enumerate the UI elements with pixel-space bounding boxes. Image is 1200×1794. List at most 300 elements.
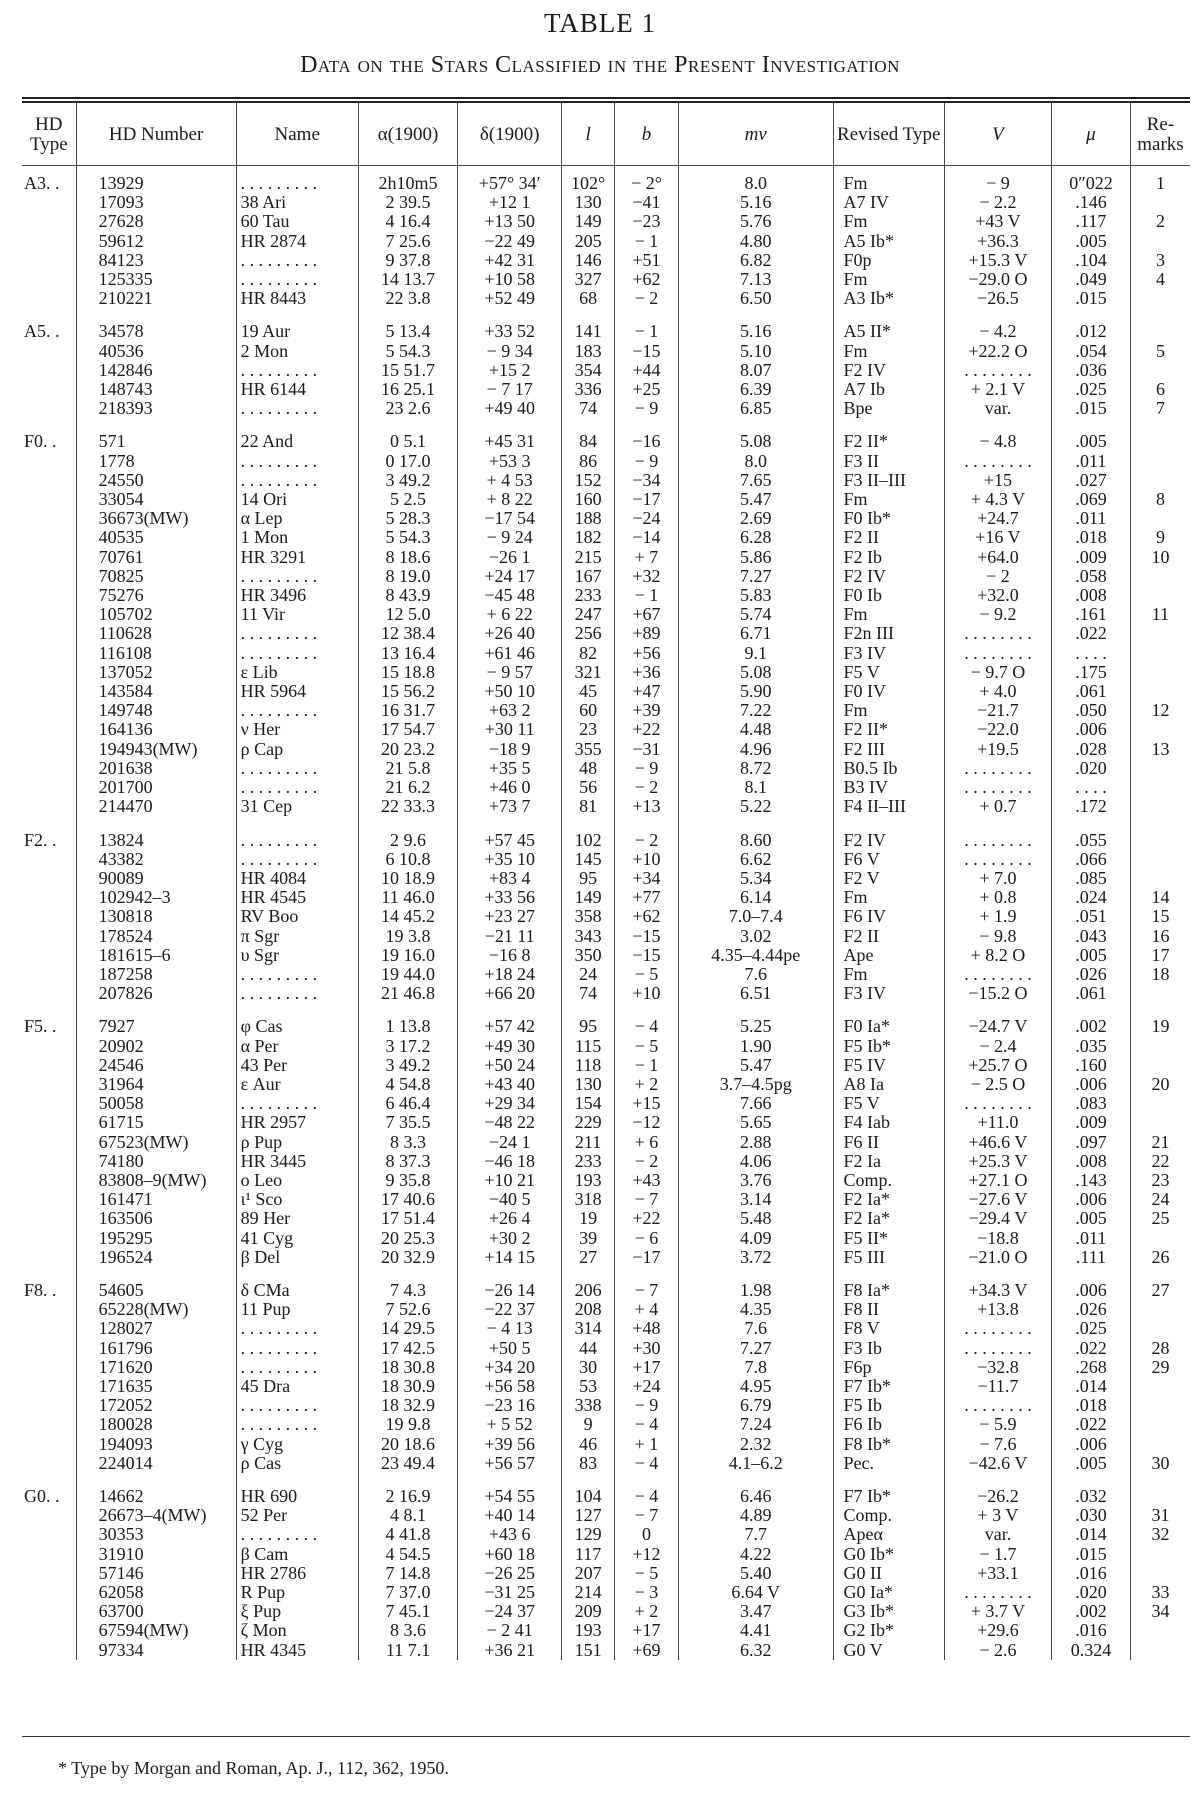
mu-value: .146 [1051,193,1130,212]
mu-value: .061 [1051,984,1130,1003]
velocity-value: +43 V [944,212,1051,231]
ra-value: 4 16.4 [358,212,457,231]
b-value: −12 [615,1113,679,1132]
l-value: 355 [562,740,615,759]
remark-number: 5 [1130,342,1190,361]
remark-number [1130,586,1190,605]
b-value: + 4 [615,1300,679,1319]
mv-value: 4.89 [678,1506,833,1525]
hd-number: 164136 [76,720,236,739]
mv-value: 5.65 [678,1113,833,1132]
mu-value: .016 [1051,1564,1130,1583]
hd-type [22,907,76,926]
dec-value: −22 37 [458,1300,562,1319]
mu-value: .011 [1051,452,1130,471]
mv-value: 4.22 [678,1545,833,1564]
dec-value: +49 30 [458,1037,562,1056]
ra-value: 22 3.8 [358,289,457,308]
hd-number: 105702 [76,605,236,624]
l-value: 95 [562,1017,615,1036]
remark-number [1130,624,1190,643]
star-name: 45 Dra [236,1377,358,1396]
hd-number: 178524 [76,927,236,946]
revised-type: A3 Ib* [833,289,944,308]
star-name: ν Her [236,720,358,739]
mu-value: .015 [1051,399,1130,418]
b-value: + 7 [615,548,679,567]
revised-type: Fm [833,342,944,361]
spacer-cell [76,817,236,831]
hd-type [22,644,76,663]
footnote: * Type by Morgan and Roman, Ap. J., 112, 362, 1950. [58,1758,449,1778]
velocity-value: . . . . . . . . [944,778,1051,797]
table-row [22,1621,1190,1640]
hd-number: 74180 [76,1152,236,1171]
hd-type [22,1415,76,1434]
mu-value: .026 [1051,1300,1130,1319]
star-name: ξ Pup [236,1602,358,1621]
mu-value: .097 [1051,1133,1130,1152]
hd-type [22,624,76,643]
b-value: − 3 [615,1583,679,1602]
table-row [22,907,1190,926]
dec-value: +10 58 [458,270,562,289]
revised-type: F8 Ib* [833,1435,944,1454]
spacer-cell [944,418,1051,432]
hd-type [22,289,76,308]
remark-number: 6 [1130,380,1190,399]
l-value: 233 [562,1152,615,1171]
table-row [22,644,1190,663]
mv-value: 5.48 [678,1209,833,1228]
spacer-cell [236,308,358,322]
velocity-value: − 9.8 [944,927,1051,946]
mu-value: .006 [1051,1435,1130,1454]
table-row [22,1133,1190,1152]
spacer-cell [22,817,76,831]
mu-value: .025 [1051,380,1130,399]
remark-number [1130,322,1190,341]
star-name: . . . . . . . . . [236,361,358,380]
velocity-value: −15.2 O [944,984,1051,1003]
mu-value: .032 [1051,1487,1130,1506]
revised-type: F0 IV [833,682,944,701]
mv-value: 5.47 [678,1056,833,1075]
table-row [22,1281,1190,1300]
table-subtitle: Data on the Stars Classified in the Present Investigation [300,52,900,78]
mv-value: 6.79 [678,1396,833,1415]
mu-value: .020 [1051,1583,1130,1602]
velocity-value: + 7.0 [944,869,1051,888]
dec-value: − 7 17 [458,380,562,399]
b-value: − 5 [615,965,679,984]
ra-value: 3 17.2 [358,1037,457,1056]
hd-number: 54605 [76,1281,236,1300]
spacer-cell [22,418,76,432]
mv-value: 5.83 [678,586,833,605]
mv-value: 3.72 [678,1248,833,1267]
b-value: − 2 [615,289,679,308]
spacer-cell [678,1267,833,1281]
table-row [22,740,1190,759]
velocity-value: −26.2 [944,1487,1051,1506]
group-spacer [22,308,1190,322]
ra-value: 20 25.3 [358,1229,457,1248]
dec-value: −40 5 [458,1190,562,1209]
remark-number: 9 [1130,528,1190,547]
l-value: 102° [562,166,615,194]
mv-value: 8.0 [678,166,833,194]
hd-number: 116108 [76,644,236,663]
mu-value: .051 [1051,907,1130,926]
velocity-value: −18.8 [944,1229,1051,1248]
table-row [22,1075,1190,1094]
table-row [22,1545,1190,1564]
spacer-cell [833,1003,944,1017]
hd-number: 70761 [76,548,236,567]
star-name: . . . . . . . . . [236,1415,358,1434]
dec-value: +83 4 [458,869,562,888]
velocity-value: − 7.6 [944,1435,1051,1454]
mu-value: .020 [1051,759,1130,778]
mv-value: 5.10 [678,342,833,361]
dec-value: −16 8 [458,946,562,965]
ra-value: 7 4.3 [358,1281,457,1300]
mv-value: 4.35–4.44pe [678,946,833,965]
ra-value: 19 44.0 [358,965,457,984]
ra-value: 6 46.4 [358,1094,457,1113]
dec-value: −45 48 [458,586,562,605]
spacer-cell [1130,308,1190,322]
b-value: −15 [615,946,679,965]
dec-value: +66 20 [458,984,562,1003]
revised-type: B0.5 Ib [833,759,944,778]
velocity-value: − 9.7 O [944,663,1051,682]
star-name: . . . . . . . . . [236,1358,358,1377]
l-value: 83 [562,1454,615,1473]
ra-value: 15 56.2 [358,682,457,701]
mu-value: .022 [1051,624,1130,643]
remark-number [1130,1487,1190,1506]
velocity-value: +22.2 O [944,342,1051,361]
hd-type [22,1133,76,1152]
velocity-value: . . . . . . . . [944,759,1051,778]
velocity-value: . . . . . . . . [944,1339,1051,1358]
ra-value: 8 37.3 [358,1152,457,1171]
hd-number: 14662 [76,1487,236,1506]
dec-value: + 6 22 [458,605,562,624]
revised-type: Fm [833,166,944,194]
hd-number: 149748 [76,701,236,720]
table-row [22,778,1190,797]
hd-number: 34578 [76,322,236,341]
dec-value: +35 10 [458,850,562,869]
mu-value: .172 [1051,797,1130,816]
mv-value: 5.08 [678,663,833,682]
b-value: 0 [615,1525,679,1544]
l-value: 256 [562,624,615,643]
table-row [22,1396,1190,1415]
spacer-cell [458,1473,562,1487]
ra-value: 1 13.8 [358,1017,457,1036]
spacer-cell [458,418,562,432]
star-name: RV Boo [236,907,358,926]
remark-number [1130,759,1190,778]
table-row [22,251,1190,270]
hd-number: 143584 [76,682,236,701]
remark-number [1130,644,1190,663]
mv-value: 4.09 [678,1229,833,1248]
hd-number: 67523(MW) [76,1133,236,1152]
star-name: . . . . . . . . . [236,567,358,586]
velocity-value: −21.7 [944,701,1051,720]
l-value: 205 [562,232,615,251]
spacer-cell [76,1473,236,1487]
spacer-cell [562,1267,615,1281]
remark-number: 30 [1130,1454,1190,1473]
b-value: +22 [615,720,679,739]
velocity-value: +15 [944,471,1051,490]
velocity-value: +11.0 [944,1113,1051,1132]
revised-type: A7 IV [833,193,944,212]
dec-value: −24 37 [458,1602,562,1621]
hd-number: 31910 [76,1545,236,1564]
revised-type: F6 Ib [833,1415,944,1434]
table-row [22,1248,1190,1267]
remark-number: 7 [1130,399,1190,418]
hd-type [22,471,76,490]
star-name: δ CMa [236,1281,358,1300]
dec-value: +57 42 [458,1017,562,1036]
remark-number: 32 [1130,1525,1190,1544]
spacer-cell [615,1267,679,1281]
ra-value: 2 39.5 [358,193,457,212]
mu-value: .036 [1051,361,1130,380]
hd-number: 214470 [76,797,236,816]
revised-type: F0p [833,251,944,270]
hd-type [22,1545,76,1564]
table-row [22,1506,1190,1525]
hd-number: 181615–6 [76,946,236,965]
hd-type [22,399,76,418]
star-name: 38 Ari [236,193,358,212]
b-value: +36 [615,663,679,682]
b-value: +44 [615,361,679,380]
dec-value: +13 50 [458,212,562,231]
velocity-value: + 0.7 [944,797,1051,816]
table-row [22,663,1190,682]
mu-value: .028 [1051,740,1130,759]
hd-type [22,1583,76,1602]
b-value: +17 [615,1621,679,1640]
hd-type [22,193,76,212]
velocity-value: . . . . . . . . [944,1583,1051,1602]
table-row [22,1564,1190,1583]
velocity-value: +15.3 V [944,251,1051,270]
hd-number: 70825 [76,567,236,586]
hd-number: 571 [76,432,236,451]
hd-type [22,342,76,361]
l-value: 53 [562,1377,615,1396]
velocity-value: +19.5 [944,740,1051,759]
l-value: 117 [562,1545,615,1564]
dec-value: +23 27 [458,907,562,926]
hd-number: 26673–4(MW) [76,1506,236,1525]
hd-type [22,1319,76,1338]
star-name: 22 And [236,432,358,451]
ra-value: 0 17.0 [358,452,457,471]
hd-type [22,452,76,471]
ra-value: 4 54.8 [358,1075,457,1094]
spacer-cell [944,1267,1051,1281]
b-value: +69 [615,1641,679,1660]
remark-number: 12 [1130,701,1190,720]
dec-value: + 4 53 [458,471,562,490]
velocity-value: +29.6 [944,1621,1051,1640]
remark-number: 27 [1130,1281,1190,1300]
remark-number: 2 [1130,212,1190,231]
velocity-value: + 8.2 O [944,946,1051,965]
mv-value: 6.85 [678,399,833,418]
mu-value: .143 [1051,1171,1130,1190]
mv-value: 5.34 [678,869,833,888]
velocity-value: . . . . . . . . [944,1094,1051,1113]
hd-type [22,888,76,907]
mu-value: .058 [1051,567,1130,586]
remark-number [1130,232,1190,251]
mu-value: .035 [1051,1037,1130,1056]
l-value: 208 [562,1300,615,1319]
star-name: φ Cas [236,1017,358,1036]
table-row [22,1358,1190,1377]
ra-value: 15 51.7 [358,361,457,380]
l-value: 27 [562,1248,615,1267]
dec-value: −26 1 [458,548,562,567]
star-name: . . . . . . . . . [236,1319,358,1338]
b-value: − 9 [615,1396,679,1415]
star-name: HR 2957 [236,1113,358,1132]
hd-number: 102942–3 [76,888,236,907]
b-value: −14 [615,528,679,547]
hd-type [22,509,76,528]
velocity-value: −29.4 V [944,1209,1051,1228]
remark-number [1130,1435,1190,1454]
col-header-hd-number: HD Number [76,103,236,166]
remark-number [1130,1545,1190,1564]
remark-number [1130,850,1190,869]
revised-type: B3 IV [833,778,944,797]
spacer-cell [358,1267,457,1281]
mu-value: .030 [1051,1506,1130,1525]
mv-value: 7.27 [678,567,833,586]
spacer-cell [562,1003,615,1017]
remark-number: 17 [1130,946,1190,965]
revised-type: F5 IV [833,1056,944,1075]
b-value: +30 [615,1339,679,1358]
ra-value: 7 52.6 [358,1300,457,1319]
mv-value: 7.7 [678,1525,833,1544]
hd-type [22,984,76,1003]
col-header-mu: μ [1051,103,1130,166]
revised-type: F2 IV [833,567,944,586]
remark-number: 29 [1130,1358,1190,1377]
spacer-cell [76,1267,236,1281]
col-header-l: l [562,103,615,166]
revised-type: F3 IV [833,984,944,1003]
b-value: +47 [615,682,679,701]
mu-value: . . . . [1051,644,1130,663]
spacer-cell [458,817,562,831]
b-value: − 4 [615,1454,679,1473]
dec-value: +53 3 [458,452,562,471]
spacer-cell [1051,308,1130,322]
spacer-cell [1051,817,1130,831]
mu-value: .025 [1051,1319,1130,1338]
mv-value: 4.1–6.2 [678,1454,833,1473]
mu-value: .026 [1051,965,1130,984]
remark-number [1130,509,1190,528]
col-header-dec: δ(1900) [458,103,562,166]
hd-type [22,1454,76,1473]
hd-type [22,759,76,778]
velocity-value: + 1.9 [944,907,1051,926]
hd-type [22,1525,76,1544]
spacer-cell [833,1473,944,1487]
spacer-cell [458,1267,562,1281]
velocity-value: . . . . . . . . [944,850,1051,869]
revised-type: A7 Ib [833,380,944,399]
velocity-value: +24.7 [944,509,1051,528]
ra-value: 17 40.6 [358,1190,457,1209]
group-spacer [22,1003,1190,1017]
revised-type: G0 Ib* [833,1545,944,1564]
velocity-value: − 2.5 O [944,1075,1051,1094]
l-value: 127 [562,1506,615,1525]
velocity-value: −29.0 O [944,270,1051,289]
mv-value: 5.76 [678,212,833,231]
mv-value: 4.06 [678,1152,833,1171]
mu-value: .005 [1051,432,1130,451]
ra-value: 4 54.5 [358,1545,457,1564]
col-header-revised-type: Revised Type [833,103,944,166]
hd-type: F2. . [24,830,57,850]
mu-value: .006 [1051,1190,1130,1209]
velocity-value: +13.8 [944,1300,1051,1319]
star-name: 14 Ori [236,490,358,509]
mu-value: .002 [1051,1602,1130,1621]
spacer-cell [1130,418,1190,432]
revised-type: G0 II [833,1564,944,1583]
revised-type: Pec. [833,1454,944,1473]
revised-type: Fm [833,605,944,624]
spacer-cell [236,817,358,831]
remark-number: 21 [1130,1133,1190,1152]
b-value: +12 [615,1545,679,1564]
ra-value: 6 10.8 [358,850,457,869]
revised-type: F5 Ib* [833,1037,944,1056]
l-value: 193 [562,1621,615,1640]
table-row [22,270,1190,289]
mv-value: 7.22 [678,701,833,720]
table-row [22,212,1190,231]
l-value: 149 [562,212,615,231]
remark-number: 31 [1130,1506,1190,1525]
revised-type: A8 Ia [833,1075,944,1094]
l-value: 115 [562,1037,615,1056]
hd-type [22,701,76,720]
remark-number [1130,778,1190,797]
revised-type: F5 V [833,663,944,682]
